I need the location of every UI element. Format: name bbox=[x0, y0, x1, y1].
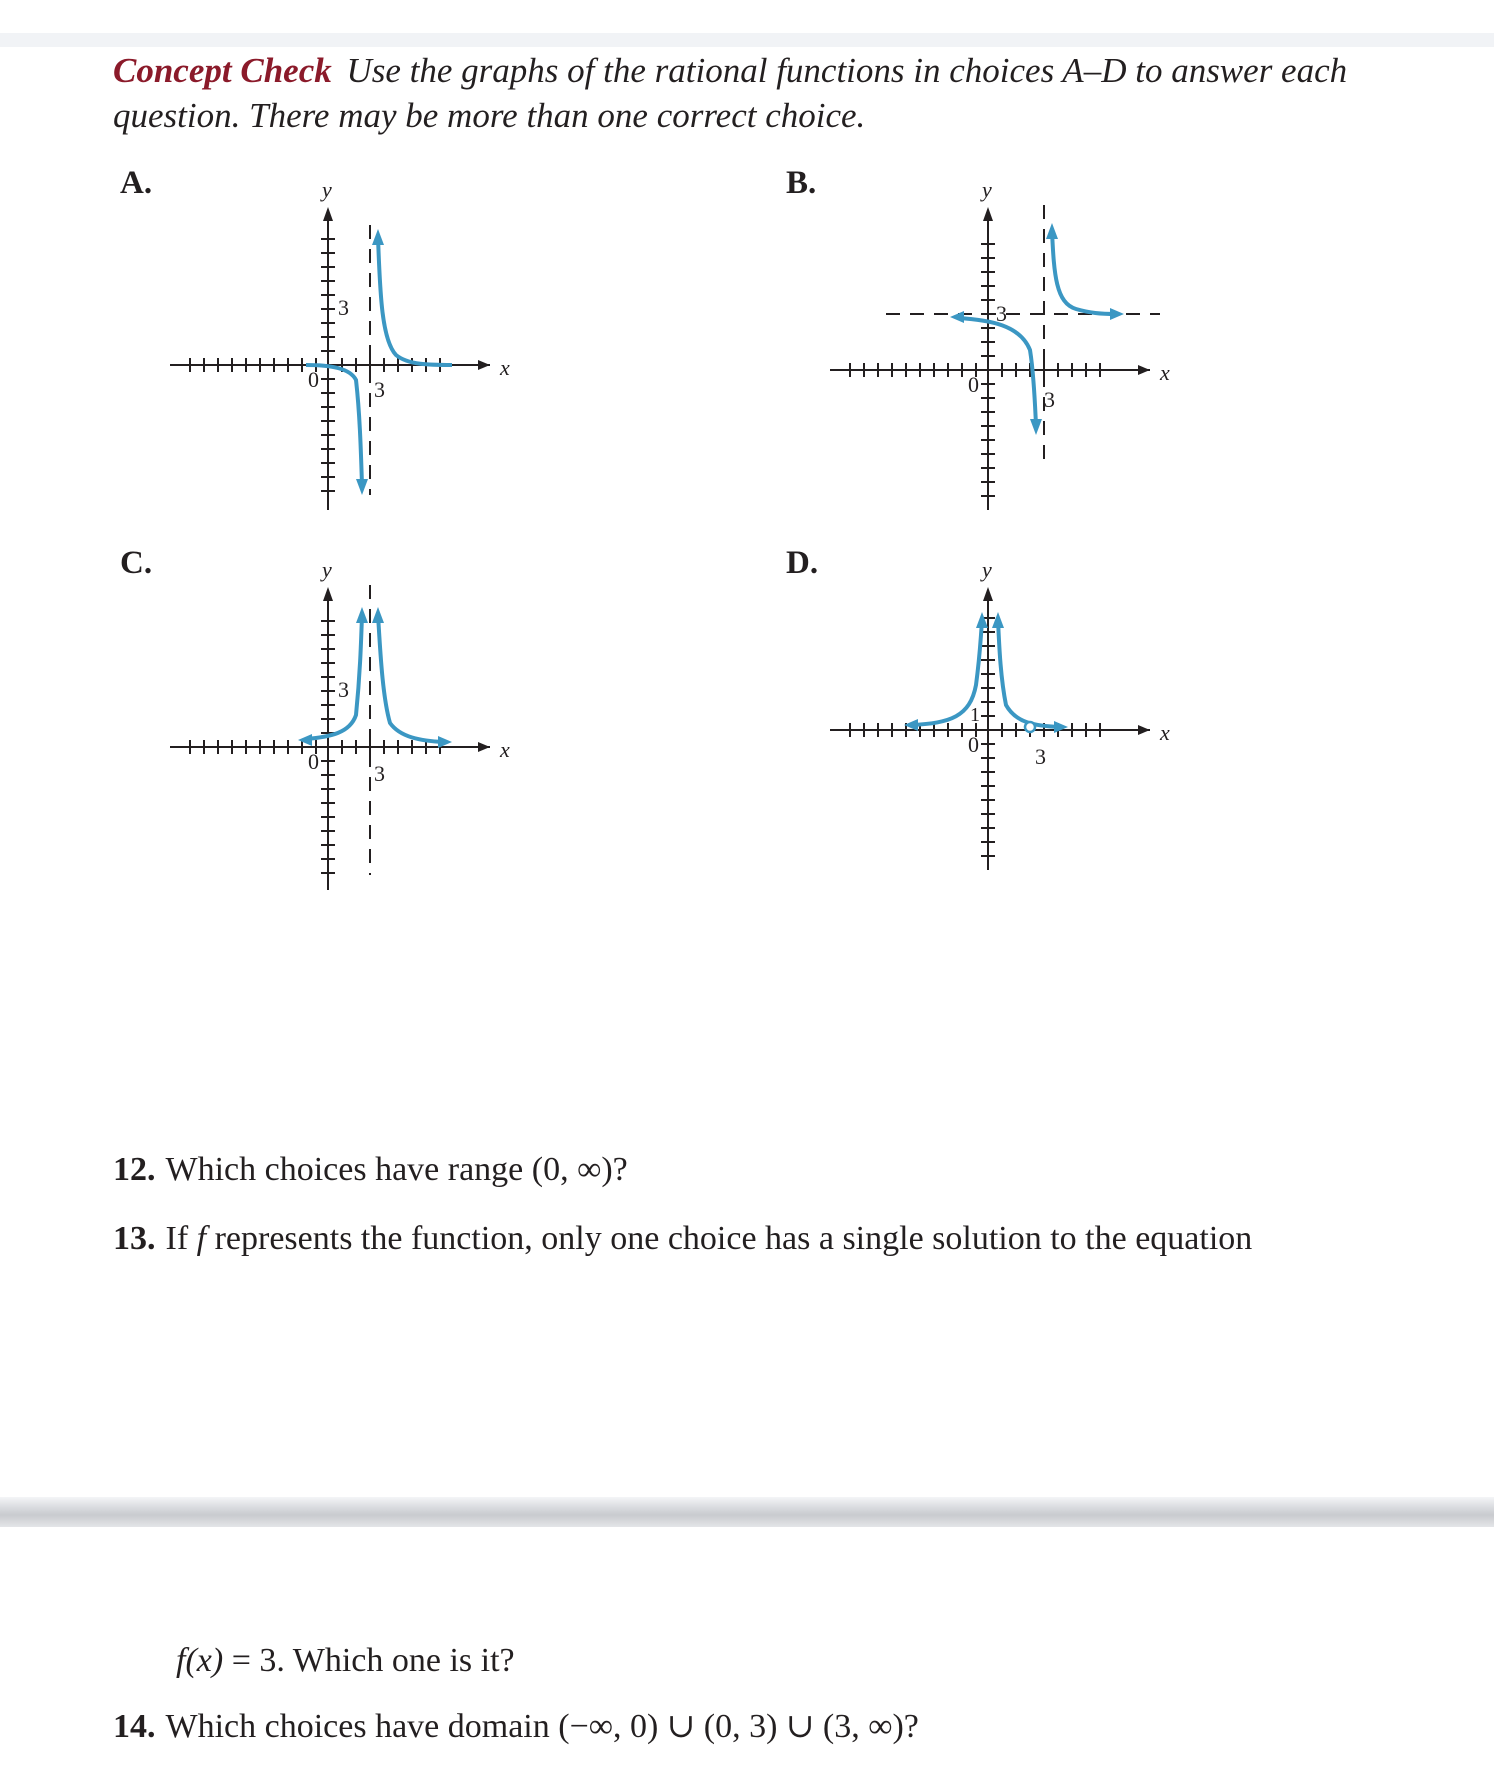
graph-c-y-label: y bbox=[322, 557, 332, 582]
graph-a-tick-label: 3 bbox=[374, 377, 385, 402]
graph-a bbox=[160, 165, 540, 515]
choice-label-c: C. bbox=[120, 545, 153, 581]
question-text: Which choices have range (0, ∞)? bbox=[165, 1151, 628, 1188]
question-text: represents the function, only one choice has a single solution to the equation bbox=[206, 1220, 1253, 1257]
question-12 bbox=[113, 1150, 628, 1190]
graph-d-tick-label: 1 bbox=[970, 704, 980, 726]
question-number: 14. bbox=[113, 1708, 156, 1745]
graph-b-x-label: x bbox=[1160, 360, 1170, 385]
intro-text: Use the graphs of the rational functions in choices A–D to answer each question. There may be more than one correct choice. bbox=[113, 51, 1348, 135]
graph-c-x-label: x bbox=[500, 737, 510, 762]
function-symbol: f bbox=[196, 1220, 207, 1257]
graph-b-tick-label: 3 bbox=[996, 301, 1007, 326]
question-number: 12. bbox=[113, 1151, 156, 1188]
graph-b bbox=[820, 165, 1200, 515]
question-text: = 3. Which one is it? bbox=[223, 1642, 515, 1679]
graph-d-y-label: y bbox=[982, 557, 992, 582]
question-text: If bbox=[165, 1220, 197, 1257]
question-14 bbox=[113, 1707, 919, 1747]
page-2 bbox=[0, 1527, 1494, 1774]
graph-c bbox=[160, 545, 540, 895]
graph-b-origin-label: 0 bbox=[968, 372, 979, 397]
graph-d-origin-label: 0 bbox=[968, 732, 979, 757]
choice-label-b: B. bbox=[786, 165, 817, 201]
graph-c-origin-label: 0 bbox=[308, 749, 319, 774]
graph-c-tick-label: 3 bbox=[374, 761, 385, 786]
graph-a-origin-label: 0 bbox=[308, 367, 319, 392]
choice-label-d: D. bbox=[786, 545, 819, 581]
graph-c-tick-label: 3 bbox=[338, 677, 349, 702]
graph-d-x-label: x bbox=[1160, 720, 1170, 745]
question-13-continuation bbox=[176, 1642, 515, 1680]
concept-check-heading: Concept Check bbox=[113, 51, 332, 90]
graph-a-tick-label: 3 bbox=[338, 295, 349, 320]
function-expression: f(x) bbox=[176, 1642, 224, 1679]
graph-b-y-label: y bbox=[982, 177, 992, 202]
graph-a-y-label: y bbox=[322, 177, 332, 202]
page-top-strip bbox=[0, 33, 1494, 47]
question-13 bbox=[113, 1219, 1252, 1259]
graph-d-tick-label: 3 bbox=[1035, 744, 1046, 769]
page-separator bbox=[0, 1497, 1494, 1527]
graph-a-x-label: x bbox=[500, 355, 510, 380]
choice-label-a: A. bbox=[120, 165, 153, 201]
question-text: Which choices have domain (−∞, 0) ∪ (0, 3) ∪ (3, ∞)? bbox=[165, 1708, 919, 1745]
intro-paragraph bbox=[113, 48, 1413, 138]
question-number: 13. bbox=[113, 1220, 156, 1257]
graph-b-tick-label: 3 bbox=[1044, 387, 1055, 412]
graph-d bbox=[820, 545, 1200, 895]
